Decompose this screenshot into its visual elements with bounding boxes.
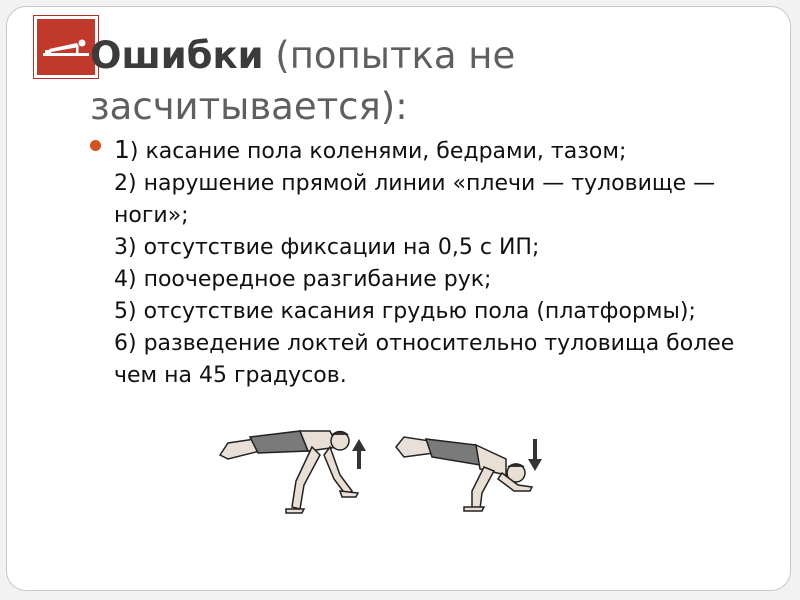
list-item: 6) разведение локтей относительно туловища более чем на 45 градусов. [114, 331, 735, 388]
title-bold: Ошибки [90, 34, 264, 77]
pushup-up-figure [220, 431, 358, 513]
pushup-icon [37, 19, 95, 75]
list-item: 3) отсутствие фиксации на 0,5 с ИП; [114, 235, 540, 260]
logo-badge [34, 16, 98, 78]
list-item-text: ) касание пола коленями, бедрами, тазом; [129, 139, 627, 164]
errors-list [114, 134, 774, 392]
bullet-dot [90, 140, 101, 151]
pushup-illustration [200, 425, 560, 530]
arrow-up-icon [352, 439, 366, 469]
pushup-down-figure [396, 437, 532, 511]
title-rest: (попытка не засчитывается): [90, 34, 516, 128]
slide-title [90, 30, 770, 132]
list-item: 5) отсутствие касания грудью пола (платформы); [114, 299, 696, 324]
list-item [114, 134, 774, 168]
arrow-down-icon [528, 439, 542, 471]
list-item-number: 1 [114, 135, 130, 164]
list-item: 4) поочередное разгибание рук; [114, 267, 492, 292]
list-item: 2) нарушение прямой линии «плечи — туловище — ноги»; [114, 171, 716, 228]
